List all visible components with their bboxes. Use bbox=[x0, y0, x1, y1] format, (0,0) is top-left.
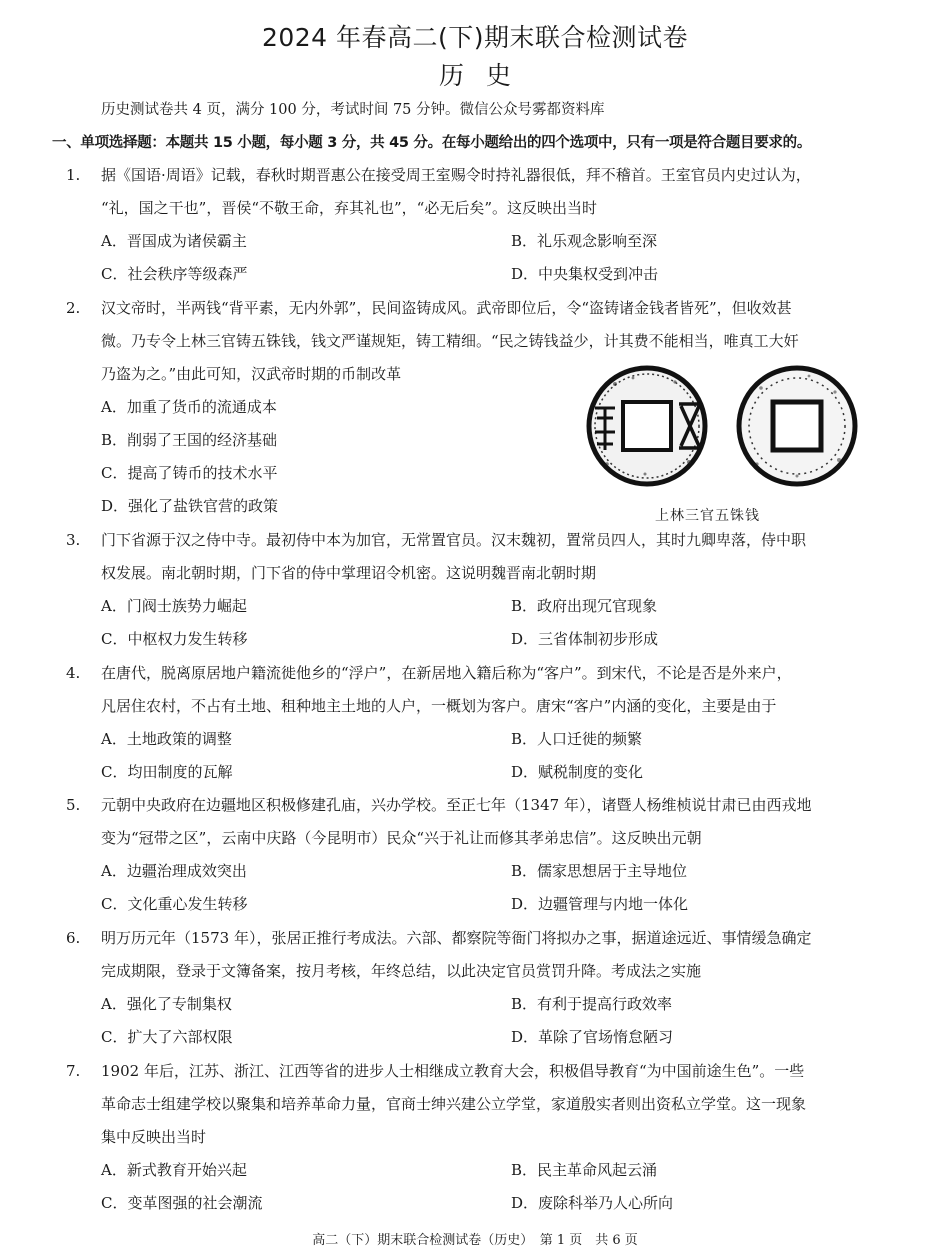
figure-caption: 上林三官五铢钱 bbox=[655, 508, 760, 524]
option-c: C．提高了铸币的技术水平 bbox=[101, 464, 278, 482]
wuzhu-coin-figure bbox=[585, 362, 865, 492]
option-b: B．民主革命风起云涌 bbox=[511, 1161, 658, 1179]
question-number: 3. bbox=[66, 531, 81, 549]
option-c: C．社会秩序等级森严 bbox=[101, 265, 248, 283]
question-text-line: 革命志士组建学校以聚集和培养革命力量，官商士绅兴建公立学堂，家道殷实者则出资私立学堂。这一现象 bbox=[101, 1095, 807, 1113]
question-text-line: 汉文帝时，半两钱“背平素，无内外郭”，民间盗铸成风。武帝即位后，令“盗铸诸金钱者皆死”，但收效甚 bbox=[101, 299, 792, 317]
coin-reverse-image bbox=[739, 368, 855, 484]
option-d: D．边疆管理与内地一体化 bbox=[511, 895, 689, 913]
option-b: B．人口迁徙的频繁 bbox=[511, 730, 643, 748]
question-number: 1. bbox=[66, 166, 81, 184]
option-b: B．削弱了王国的经济基础 bbox=[101, 431, 278, 449]
option-b: B．政府出现冗官现象 bbox=[511, 597, 658, 615]
option-a: A．加重了货币的流通成本 bbox=[101, 398, 277, 416]
option-a: A．强化了专制集权 bbox=[101, 995, 232, 1013]
option-a: A．新式教育开始兴起 bbox=[101, 1161, 247, 1179]
option-d: D．革除了官场惰怠陋习 bbox=[511, 1028, 674, 1046]
option-c: C．扩大了六部权限 bbox=[101, 1028, 233, 1046]
option-c: C．文化重心发生转移 bbox=[101, 895, 248, 913]
question-text-line: 1902 年后，江苏、浙江、江西等省的进步人士相继成立教育大会，积极倡导教育“为中国前途生色”。一些 bbox=[101, 1062, 805, 1080]
question-number: 7. bbox=[66, 1062, 81, 1080]
coin-obverse-image bbox=[589, 368, 705, 484]
option-b: B．有利于提高行政效率 bbox=[511, 995, 673, 1013]
option-c: C．均田制度的瓦解 bbox=[101, 763, 233, 781]
option-b: B．儒家思想居于主导地位 bbox=[511, 862, 688, 880]
option-b: B．礼乐观念影响至深 bbox=[511, 232, 658, 250]
question-text-line: “礼，国之干也”，晋侯“不敬王命，弃其礼也”，“必无后矣”。这反映出当时 bbox=[101, 199, 598, 217]
question-text-line: 在唐代，脱离原居地户籍流徙他乡的“浮户”，在新居地入籍后称为“客户”。到宋代，不论是否是外来户， bbox=[101, 664, 792, 682]
option-d: D．赋税制度的变化 bbox=[511, 763, 644, 781]
section-heading: 一、单项选择题：本题共 15 小题，每小题 3 分，共 45 分。在每小题给出的四个选项中，只有一项是符合题目要求的。 bbox=[52, 135, 812, 151]
option-c: C．中枢权力发生转移 bbox=[101, 630, 248, 648]
question-text-line: 明万历元年（1573 年），张居正推行考成法。六部、都察院等衙门将拟办之事，据道途远近、事情缓急确定 bbox=[101, 929, 812, 947]
option-a: A．土地政策的调整 bbox=[101, 730, 232, 748]
question-text-line: 乃盗为之。”由此可知，汉武帝时期的币制改革 bbox=[101, 365, 402, 383]
option-a: A．边疆治理成效突出 bbox=[101, 862, 247, 880]
question-number: 2. bbox=[66, 299, 81, 317]
question-text-line: 权发展。南北朝时期，门下省的侍中掌理诏令机密。这说明魏晋南北朝时期 bbox=[101, 564, 597, 582]
question-text-line: 门下省源于汉之侍中寺。最初侍中本为加官，无常置官员。汉末魏初，置常员四人，其时九卿卑落，侍中职 bbox=[101, 531, 807, 549]
option-d: D．废除科举乃人心所向 bbox=[511, 1194, 674, 1212]
page-footer: 高二（下）期末联合检测试卷（历史） 第 1 页 共 6 页 bbox=[312, 1233, 638, 1248]
option-a: A．门阀士族势力崛起 bbox=[101, 597, 247, 615]
exam-intro: 历史测试卷共 4 页，满分 100 分，考试时间 75 分钟。微信公众号雾都资料库 bbox=[101, 102, 605, 118]
question-text-line: 集中反映出当时 bbox=[101, 1128, 207, 1146]
option-d: D．三省体制初步形成 bbox=[511, 630, 659, 648]
exam-title: 2024 年春高二(下)期末联合检测试卷 bbox=[261, 23, 689, 52]
question-number: 4. bbox=[66, 664, 81, 682]
option-a: A．晋国成为诸侯霸主 bbox=[101, 232, 247, 250]
question-text-line: 据《国语·周语》记载，春秋时期晋惠公在接受周王室赐令时持礼器很低，拜不稽首。王室官员内史过认为， bbox=[101, 166, 811, 184]
question-text-line: 完成期限，登录于文簿备案，按月考核，年终总结，以此决定官员赏罚升降。考成法之实施 bbox=[101, 962, 702, 980]
question-number: 6. bbox=[66, 929, 81, 947]
question-text-line: 凡居住农村，不占有土地、租种地主土地的人户，一概划为客户。唐宋“客户”内涵的变化，主要是由于 bbox=[101, 697, 777, 715]
question-text-line: 微。乃专令上林三官铸五铢钱，钱文严谨规矩，铸工精细。“民之铸钱益少，计其费不能相当，唯真工大奸 bbox=[101, 332, 799, 350]
option-d: D．强化了盐铁官营的政策 bbox=[101, 497, 279, 515]
option-d: D．中央集权受到冲击 bbox=[511, 265, 659, 283]
question-number: 5. bbox=[66, 796, 81, 814]
exam-subject: 历史 bbox=[438, 61, 533, 90]
question-text-line: 元朝中央政府在边疆地区积极修建孔庙，兴办学校。至正七年（1347 年），诸暨人杨维桢说甘肃已由西戎地 bbox=[101, 796, 812, 814]
option-c: C．变革图强的社会潮流 bbox=[101, 1194, 263, 1212]
question-text-line: 变为“冠带之区”，云南中庆路（今昆明市）民众“兴于礼让而修其孝弟忠信”。这反映出元朝 bbox=[101, 829, 702, 847]
